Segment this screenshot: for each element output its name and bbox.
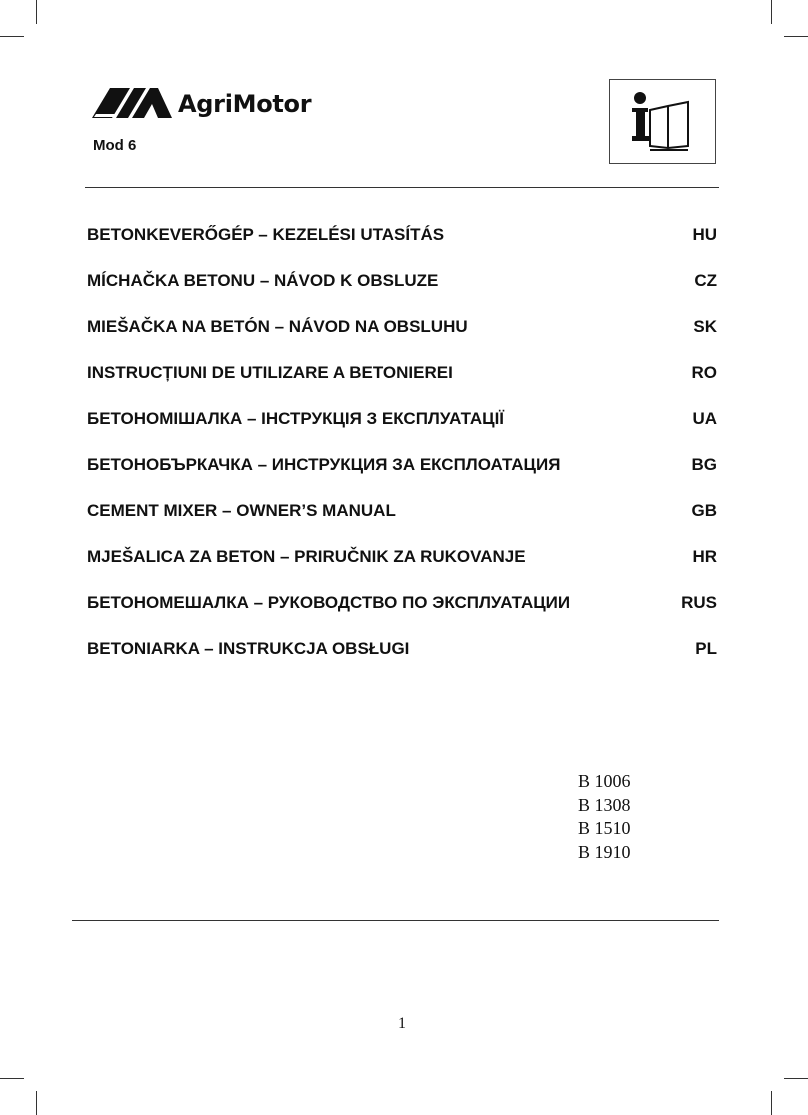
language-code: CZ bbox=[694, 271, 717, 290]
crop-mark-top-right bbox=[771, 0, 772, 24]
language-code: GB bbox=[691, 501, 717, 520]
title-row-sk bbox=[87, 314, 719, 360]
language-code: PL bbox=[695, 639, 717, 658]
language-title-list bbox=[87, 222, 719, 682]
brand-name: AgriMotor bbox=[178, 90, 312, 118]
information-manual-icon bbox=[610, 80, 715, 163]
title-row-gb bbox=[87, 498, 719, 544]
title-row-ro bbox=[87, 360, 719, 406]
crop-mark-top-right-h bbox=[784, 36, 808, 37]
title-row-rus bbox=[87, 590, 719, 636]
model-item: B 1910 bbox=[578, 841, 631, 862]
model-code: Mod 6 bbox=[93, 137, 137, 154]
language-code: HR bbox=[692, 547, 717, 566]
agrimotor-logo-icon bbox=[92, 84, 178, 120]
title-row-cz bbox=[87, 268, 719, 314]
crop-mark-bottom-right-h bbox=[784, 1078, 808, 1079]
title-text: MIEŠAČKA NA BETÓN – NÁVOD NA OBSLUHU bbox=[87, 317, 468, 336]
title-text: INSTRUCȚIUNI DE UTILIZARE A BETONIEREI bbox=[87, 363, 453, 382]
title-text: БЕТОНОМІШАЛКА – ІНСТРУКЦІЯ З ЕКСПЛУАТАЦІЇ bbox=[87, 409, 504, 428]
title-text: CEMENT MIXER – OWNER’S MANUAL bbox=[87, 501, 396, 520]
model-item: B 1308 bbox=[578, 794, 631, 815]
title-text: MJEŠALICA ZA BETON – PRIRUČNIK ZA RUKOVANJE bbox=[87, 547, 526, 566]
language-code: UA bbox=[692, 409, 717, 428]
title-text: БЕТОНОБЪРКАЧКА – ИНСТРУКЦИЯ ЗА ЕКСПЛОАТАЦИЯ bbox=[87, 455, 561, 474]
title-row-bg bbox=[87, 452, 719, 498]
model-item: B 1510 bbox=[578, 818, 631, 838]
language-code: RO bbox=[691, 363, 717, 382]
page-number: 1 bbox=[398, 1015, 406, 1032]
title-row-hu bbox=[87, 222, 719, 268]
language-code: HU bbox=[692, 225, 717, 244]
title-row-ua bbox=[87, 406, 719, 452]
language-code: RUS bbox=[681, 593, 717, 612]
title-text: MÍCHAČKA BETONU – NÁVOD K OBSLUZE bbox=[87, 271, 439, 290]
model-item: B 1006 bbox=[578, 771, 631, 791]
model-list bbox=[578, 770, 631, 864]
crop-mark-top-left bbox=[36, 0, 37, 24]
language-code: SK bbox=[693, 317, 717, 336]
crop-mark-bottom-left bbox=[36, 1091, 37, 1115]
title-text: БЕТОНОМЕШАЛКА – РУКОВОДСТВО ПО ЭКСПЛУАТАЦИИ bbox=[87, 593, 571, 612]
info-manual-pictogram bbox=[609, 79, 716, 164]
brand-logo bbox=[92, 84, 352, 124]
title-text: BETONKEVERŐGÉP – KEZELÉSI UTASÍTÁS bbox=[87, 225, 445, 244]
title-text: BETONIARKA – INSTRUKCJA OBSŁUGI bbox=[87, 639, 410, 658]
crop-mark-bottom-left-h bbox=[0, 1078, 24, 1079]
header-divider bbox=[85, 187, 719, 188]
crop-mark-top-left-h bbox=[0, 36, 24, 37]
title-row-hr bbox=[87, 544, 719, 590]
language-code: BG bbox=[691, 455, 717, 474]
title-row-pl bbox=[87, 636, 719, 682]
footer-divider bbox=[72, 920, 719, 921]
crop-mark-bottom-right bbox=[771, 1091, 772, 1115]
